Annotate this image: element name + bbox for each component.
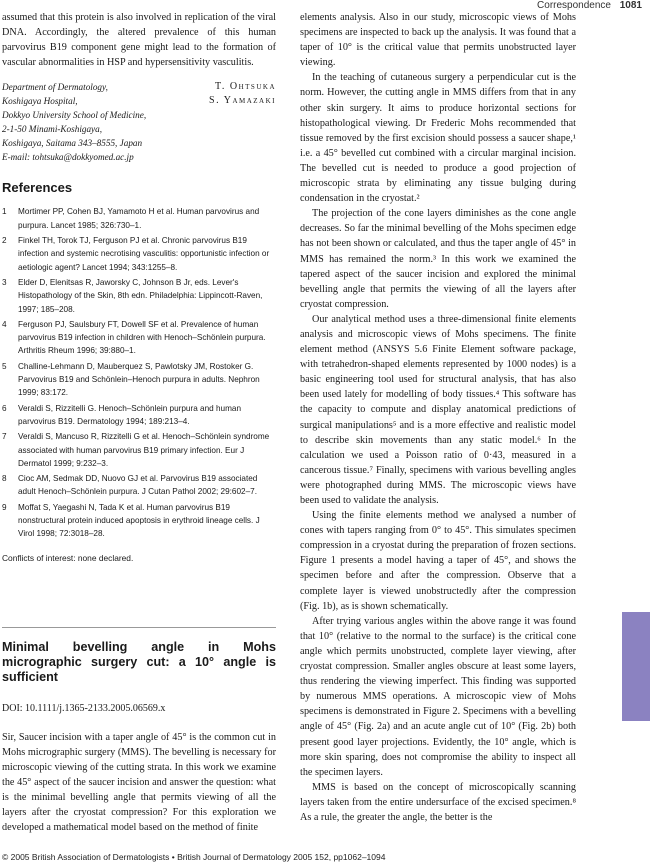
- reference-number: 7: [2, 432, 7, 442]
- reference-text: Elder D, Elenitsas R, Jaworsky C, Johnson B Jr, eds. Lever's Histopathology of the Skin, 8th edn. Philadelphia: Lippincott-Raven, 1997; 185–208.: [18, 277, 263, 314]
- body-paragraph: In the teaching of cutaneous surgery a perpendicular cut is the norm. However, the cutting angle in MMS differs from that in any other skin surgery. It aims to produce horizontal sections for histopathological viewing. Dr Frederic Mohs recommended that tissue removed by the first excision should possess a saucer shape,¹ i.e. a 45° bevelled cut combined with a circular marginal incision. The bevelled cut is needed to produce a good projection of microscopic strata by eliminating any tissue bulging during condensation in the cryostat.²: [300, 72, 576, 205]
- reference-number: 6: [2, 403, 7, 413]
- right-column: [300, 10, 576, 825]
- reference-text: Challine-Lehmann D, Mauberquez S, Pawlotsky JM, Rostoker G. Parvovirus B19 and Schönlein–Henoch purpura in adults. Nephron 1999; 83:172.: [18, 361, 260, 398]
- reference-number: 9: [2, 502, 7, 512]
- reference-item: [2, 205, 276, 232]
- references-heading: References: [2, 180, 73, 196]
- conflicts-statement: Conflicts of interest: none declared.: [2, 552, 134, 563]
- reference-number: 8: [2, 474, 7, 484]
- reference-text: Cioc AM, Sedmak DD, Nuovo GJ et al. Parvovirus B19 associated adult Henoch–Schönlein purpura. J Cutan Pathol 2002; 29:602–7.: [18, 474, 258, 497]
- reference-text: Veraldi S, Rizzitelli G. Henoch–Schönlein purpura and human parvovirus B19. Dermatology 1994; 189:213–4.: [18, 403, 242, 426]
- page-number: 1081: [619, 0, 642, 11]
- affiliation: [2, 80, 146, 164]
- reference-text: Mortimer PP, Cohen BJ, Yamamoto H et al. Human parvovirus and purpura. Lancet 1985; 326:730–1.: [18, 207, 260, 230]
- left-column: [2, 10, 276, 835]
- author-names: [209, 80, 276, 164]
- reference-item: [2, 430, 276, 470]
- article-title: Minimal bevelling angle in Mohs micrographic surgery cut: a 10° angle is sufficient: [2, 639, 276, 684]
- page-footer: © 2005 British Association of Dermatologists • British Journal of Dermatology 2005 152, pp1062–1094: [2, 852, 386, 862]
- affiliation-line: Dokkyo University School of Medicine,: [2, 110, 147, 121]
- reference-number: 3: [2, 277, 7, 287]
- reference-item: [2, 318, 276, 358]
- affiliation-line: Koshigaya, Saitama 343–8555, Japan: [2, 138, 143, 149]
- reference-list: [2, 205, 276, 540]
- reference-item: [2, 234, 276, 274]
- body-paragraph: Sir, Saucer incision with a taper angle of 45° is the common cut in Mohs micrographic surgery (MMS). The bevelling is necessary for microscopic viewing of the cutting strata. In this work we examine the 45° aspect of the saucer incision and answer the question: what is the minimal bevelling angle that permits viewing of all the layers after the cryostat compression? For this exploration we developed a mathematical model based on the method of finite: [2, 731, 276, 834]
- reference-text: Ferguson PJ, Saulsbury FT, Dowell SF et al. Prevalence of human parvovirus B19 infection in children with Henoch–Schönlein purpura. Arthritis Rheum 1996; 39:880–1.: [18, 319, 266, 356]
- affiliation-line: Department of Dermatology,: [2, 82, 108, 93]
- section-side-tab: [622, 612, 650, 721]
- email-line[interactable]: E-mail: tohtsuka@dokkyomed.ac.jp: [2, 152, 134, 163]
- body-paragraph: The projection of the cone layers diminishes as the cone angle decreases. So far the minimal bevelling of the Mohs specimen edge has not been shown or calculated, and thus the taper angle of 45° in MMS has remained the norm.³ In this work we examined the tapered aspect of the saucer incision and explored the minimal bevelling angle that permits the viewing of all the layers after cryostat compression.: [300, 208, 576, 310]
- reference-text: Moffat S, Yaegashi N, Tada K et al. Human parvovirus B19 nonstructural protein induced apoptosis in erythroid lineage cells. J Virol 1998; 72:3018–28.: [18, 502, 260, 539]
- reference-number: 1: [2, 207, 7, 217]
- reference-item: [2, 472, 276, 499]
- reference-text: Finkel TH, Torok TJ, Ferguson PJ et al. Chronic parvovirus B19 infection and systemic necrotising vasculitis: opportunistic infection or aetiologic agent? Lancet 1994; 343:1255–8.: [18, 236, 270, 272]
- affiliation-line: Koshigaya Hospital,: [2, 96, 78, 107]
- reference-text: Veraldi S, Mancuso R, Rizzitelli G et al. Henoch–Schönlein syndrome associated with human parvovirus B19 primary infection. Eur J Dermatol 1999; 9:232–3.: [18, 432, 270, 468]
- reference-item: [2, 402, 276, 429]
- reference-item: [2, 276, 276, 316]
- body-paragraph: assumed that this protein is also involved in replication of the viral DNA. Accordingly, the altered prevalence of this human parvovirus B19 component gene might lead to the formation of vascular abnormalities in HSP and hypersensitivity vasculitis.: [2, 12, 276, 69]
- doi-line[interactable]: DOI: 10.1111/j.1365-2133.2005.06569.x: [2, 702, 166, 714]
- affiliation-line: 2-1-50 Minami-Koshigaya,: [2, 124, 103, 135]
- reference-item: [2, 360, 276, 400]
- author-name: T. Ohtsuka: [215, 81, 276, 93]
- body-paragraph: Using the finite elements method we analysed a number of cones with tapers ranging from 0° to 45°. This simulates specimen compression in a cryostat during the preparation of frozen sections. Figure 1 presents a model having a taper of 45°, and shows the specimen before and after the compression. Observe that a complete layer is viewed unobstructedly after the compression (Fig. 1b), as is shown schematically.: [300, 510, 576, 612]
- section-title: Correspondence: [537, 0, 611, 11]
- body-paragraph: elements analysis. Also in our study, microscopic views of Mohs specimens are inspected to back up the analysis. It was found that a taper of 10° is the critical value that permits unobstructed layer viewing.: [300, 12, 576, 69]
- author-name: S. Yamazaki: [209, 95, 276, 107]
- reference-number: 2: [2, 236, 7, 246]
- body-paragraph: MMS is based on the concept of microscopically scanning layers taken from the entire undersurface of the excised specimen.⁸ As a rule, the greater the angle, the better is the: [300, 781, 576, 823]
- reference-number: 5: [2, 361, 7, 371]
- author-address-block: [2, 80, 276, 164]
- reference-number: 4: [2, 319, 7, 329]
- section-divider: [2, 627, 276, 628]
- reference-item: [2, 501, 276, 541]
- body-paragraph: Our analytical method uses a three-dimensional finite elements analysis and microscopic views of Mohs specimens. The finite element method (ANSYS 5.6 Finite Element software package, with tetrahedron-shaped elements represented by 1000 nodes) is a basic engineering tool used for structural analysis, that has also been used lately for modelling of body tissues.⁴ This software has the capacity to compute and display anatomical predictions of surgical manipulations⁵ and is a more effective and realistic model to describe skin movements than any static model.⁶ In the calculation we used a Poisson ratio of 0·43, measured in a cancerous tissue.⁷ Finally, specimens with various bevelling angles were photographed during MMS. The microscopic views have been used to validate the analysis.: [300, 313, 576, 506]
- body-paragraph: After trying various angles within the above range it was found that 10° (relative to the normal to the surface) is the critical cone angle which permits unobstructed, complete layer viewing, after cryostat compression. Smaller angles obscure at least some layers, thus rendering the viewing imperfect. This finding was supported by numerous MMS operations. A microscopic view of Mohs specimens is demonstrated in Figure 2. Specimens with a bevelling angle of 45° (Fig. 2a) and an acute angle cut of 10° (Fig. 2b) both present good layer projections. Evidently, the 10° angle, which is more skin sparing, does not compromise the ability to inspect all the specimen layers.: [300, 615, 576, 778]
